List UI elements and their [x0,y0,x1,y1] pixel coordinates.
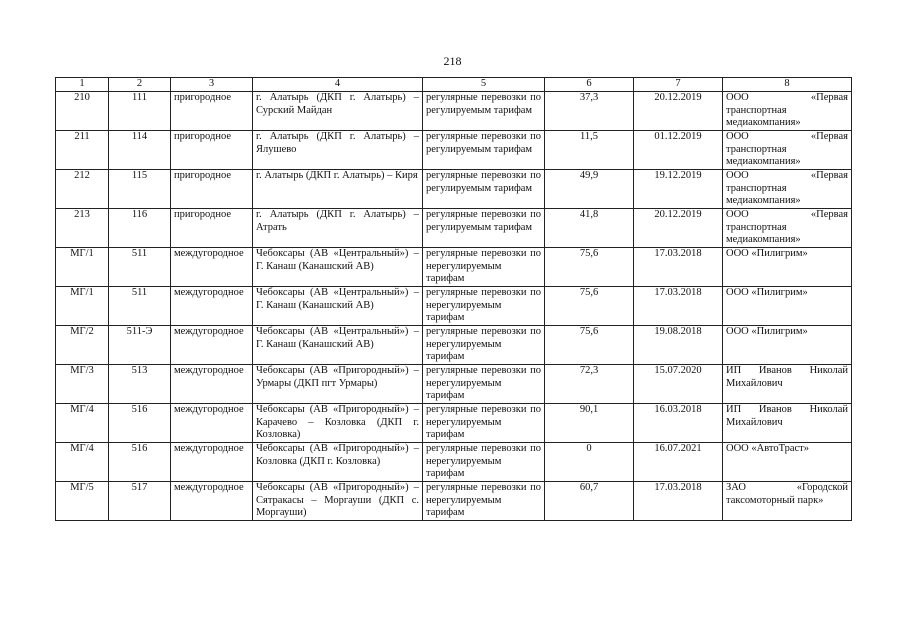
transport-mode-cell: регулярные перевозки по регулируемым тарифам [423,131,545,170]
route-path-cell: г. Алатырь (ДКП г. Алатырь) – Ялушево [253,131,423,170]
header-cell: 2 [109,78,171,92]
transport-mode-cell: регулярные перевозки по регулируемым тарифам [423,209,545,248]
distance-cell: 72,3 [545,365,634,404]
route-code-cell: 511 [109,248,171,287]
date-cell: 01.12.2019 [634,131,723,170]
route-code-cell: 115 [109,170,171,209]
table-row [56,404,852,443]
route-kind-cell: пригородное [171,131,253,170]
table-header-row [56,78,852,92]
route-code-cell: 114 [109,131,171,170]
route-number-cell: МГ/4 [56,404,109,443]
route-code-cell: 517 [109,482,171,521]
route-path-cell: Чебоксары (АВ «Пригородный») – Карачево – Козловка (ДКП г. Козловка) [253,404,423,443]
route-code-cell: 513 [109,365,171,404]
route-kind-cell: междугородное [171,287,253,326]
route-path-cell: Чебоксары (АВ «Пригородный») – Сятракасы – Моргауши (ДКП с. Моргауши) [253,482,423,521]
route-code-cell: 116 [109,209,171,248]
table-row [56,92,852,131]
transport-mode-cell: регулярные перевозки по регулируемым тарифам [423,92,545,131]
header-cell: 6 [545,78,634,92]
route-path-cell: г. Алатырь (ДКП г. Алатырь) – Атрать [253,209,423,248]
route-number-cell: МГ/2 [56,326,109,365]
distance-cell: 75,6 [545,287,634,326]
carrier-cell: ЗАО «Городской таксомоторный парк» [723,482,852,521]
date-cell: 20.12.2019 [634,209,723,248]
carrier-cell: ООО «АвтоТраст» [723,443,852,482]
transport-mode-cell: регулярные перевозки по нерегулируемым тарифам [423,287,545,326]
header-cell: 8 [723,78,852,92]
carrier-cell: ООО «Первая транспортная медиакомпания» [723,209,852,248]
route-kind-cell: пригородное [171,92,253,131]
header-cell: 1 [56,78,109,92]
route-path-cell: г. Алатырь (ДКП г. Алатырь) – Сурский Майдан [253,92,423,131]
transport-mode-cell: регулярные перевозки по нерегулируемым тарифам [423,404,545,443]
header-cell: 5 [423,78,545,92]
table-row [56,443,852,482]
transport-mode-cell: регулярные перевозки по нерегулируемым тарифам [423,365,545,404]
distance-cell: 75,6 [545,326,634,365]
distance-cell: 75,6 [545,248,634,287]
route-code-cell: 511-Э [109,326,171,365]
route-path-cell: Чебоксары (АВ «Пригородный») – Козловка (ДКП г. Козловка) [253,443,423,482]
route-number-cell: 213 [56,209,109,248]
table-row [56,170,852,209]
distance-cell: 37,3 [545,92,634,131]
header-cell: 4 [253,78,423,92]
route-number-cell: МГ/5 [56,482,109,521]
distance-cell: 49,9 [545,170,634,209]
carrier-cell: ООО «Пилигрим» [723,326,852,365]
date-cell: 17.03.2018 [634,248,723,287]
date-cell: 16.03.2018 [634,404,723,443]
route-path-cell: г. Алатырь (ДКП г. Алатырь) – Киря [253,170,423,209]
date-cell: 17.03.2018 [634,287,723,326]
route-number-cell: 212 [56,170,109,209]
date-cell: 16.07.2021 [634,443,723,482]
carrier-cell: ИП Иванов Николай Михайлович [723,404,852,443]
route-number-cell: МГ/4 [56,443,109,482]
header-cell: 3 [171,78,253,92]
date-cell: 19.12.2019 [634,170,723,209]
route-kind-cell: междугородное [171,248,253,287]
route-path-cell: Чебоксары (АВ «Пригородный») – Урмары (ДКП пгт Урмары) [253,365,423,404]
carrier-cell: ООО «Пилигрим» [723,248,852,287]
table-row [56,365,852,404]
carrier-cell: ООО «Первая транспортная медиакомпания» [723,170,852,209]
route-kind-cell: междугородное [171,365,253,404]
route-kind-cell: пригородное [171,170,253,209]
route-path-cell: Чебоксары (АВ «Центральный») – Г. Канаш (Канашский АВ) [253,287,423,326]
carrier-cell: ИП Иванов Николай Михайлович [723,365,852,404]
carrier-cell: ООО «Первая транспортная медиакомпания» [723,131,852,170]
transport-mode-cell: регулярные перевозки по нерегулируемым тарифам [423,326,545,365]
route-kind-cell: междугородное [171,443,253,482]
routes-table [55,77,852,521]
transport-mode-cell: регулярные перевозки по нерегулируемым тарифам [423,482,545,521]
date-cell: 19.08.2018 [634,326,723,365]
distance-cell: 41,8 [545,209,634,248]
carrier-cell: ООО «Первая транспортная медиакомпания» [723,92,852,131]
distance-cell: 11,5 [545,131,634,170]
table-row [56,326,852,365]
distance-cell: 60,7 [545,482,634,521]
header-cell: 7 [634,78,723,92]
route-code-cell: 511 [109,287,171,326]
route-code-cell: 516 [109,404,171,443]
route-path-cell: Чебоксары (АВ «Центральный») – Г. Канаш (Канашский АВ) [253,326,423,365]
route-kind-cell: междугородное [171,326,253,365]
distance-cell: 0 [545,443,634,482]
route-path-cell: Чебоксары (АВ «Центральный») – Г. Канаш (Канашский АВ) [253,248,423,287]
route-code-cell: 516 [109,443,171,482]
table-row [56,248,852,287]
route-number-cell: 210 [56,92,109,131]
route-kind-cell: междугородное [171,482,253,521]
carrier-cell: ООО «Пилигрим» [723,287,852,326]
table-row [56,287,852,326]
table-row [56,482,852,521]
table-row [56,131,852,170]
date-cell: 15.07.2020 [634,365,723,404]
transport-mode-cell: регулярные перевозки по нерегулируемым тарифам [423,248,545,287]
route-number-cell: МГ/1 [56,287,109,326]
transport-mode-cell: регулярные перевозки по регулируемым тарифам [423,170,545,209]
page-number: 218 [443,54,462,68]
route-number-cell: МГ/3 [56,365,109,404]
route-code-cell: 111 [109,92,171,131]
route-kind-cell: междугородное [171,404,253,443]
table-row [56,209,852,248]
route-number-cell: 211 [56,131,109,170]
date-cell: 17.03.2018 [634,482,723,521]
distance-cell: 90,1 [545,404,634,443]
route-kind-cell: пригородное [171,209,253,248]
route-number-cell: МГ/1 [56,248,109,287]
date-cell: 20.12.2019 [634,92,723,131]
transport-mode-cell: регулярные перевозки по нерегулируемым тарифам [423,443,545,482]
